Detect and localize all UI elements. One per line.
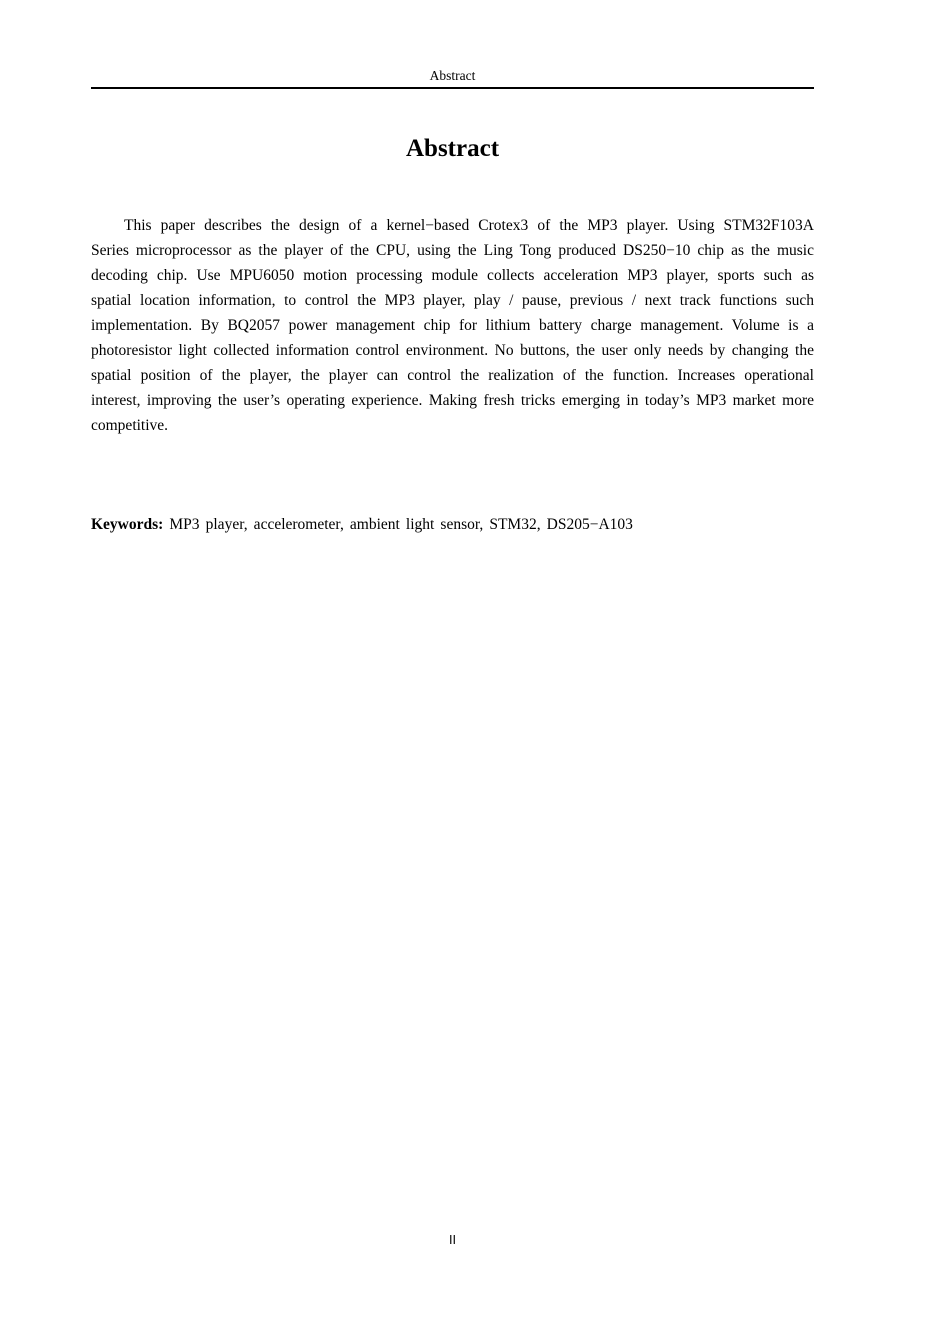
keywords-line	[91, 512, 814, 537]
running-header	[91, 67, 814, 89]
abstract-body: This paper describes the design of a kernel−based Crotex3 of the MP3 player. Using STM32F103A Series microprocessor as the player of the CPU, using the Ling Tong produced DS250−10 chip as the music decoding chip. Use MPU6050 motion processing module collects acceleration MP3 player, sports such as spatial location information, to control the MP3 player, play / pause, previous / next track functions such implementation. By BQ2057 power management chip for lithium battery charge management. Volume is a photoresistor light collected information control environment. No buttons, the user only needs by changing the spatial position of the player, the player can control the realization of the function. Increases operational interest, improving the user’s operating experience. Making fresh tricks emerging in today’s MP3 market more competitive.	[91, 217, 814, 434]
page-title: Abstract	[405, 135, 500, 162]
keywords-text: MP3 player, accelerometer, ambient light sensor, STM32, DS205−A103	[163, 516, 633, 533]
running-header-title: Abstract	[429, 68, 476, 83]
page-number: II	[448, 1233, 457, 1247]
keywords-label: Keywords:	[91, 516, 164, 533]
